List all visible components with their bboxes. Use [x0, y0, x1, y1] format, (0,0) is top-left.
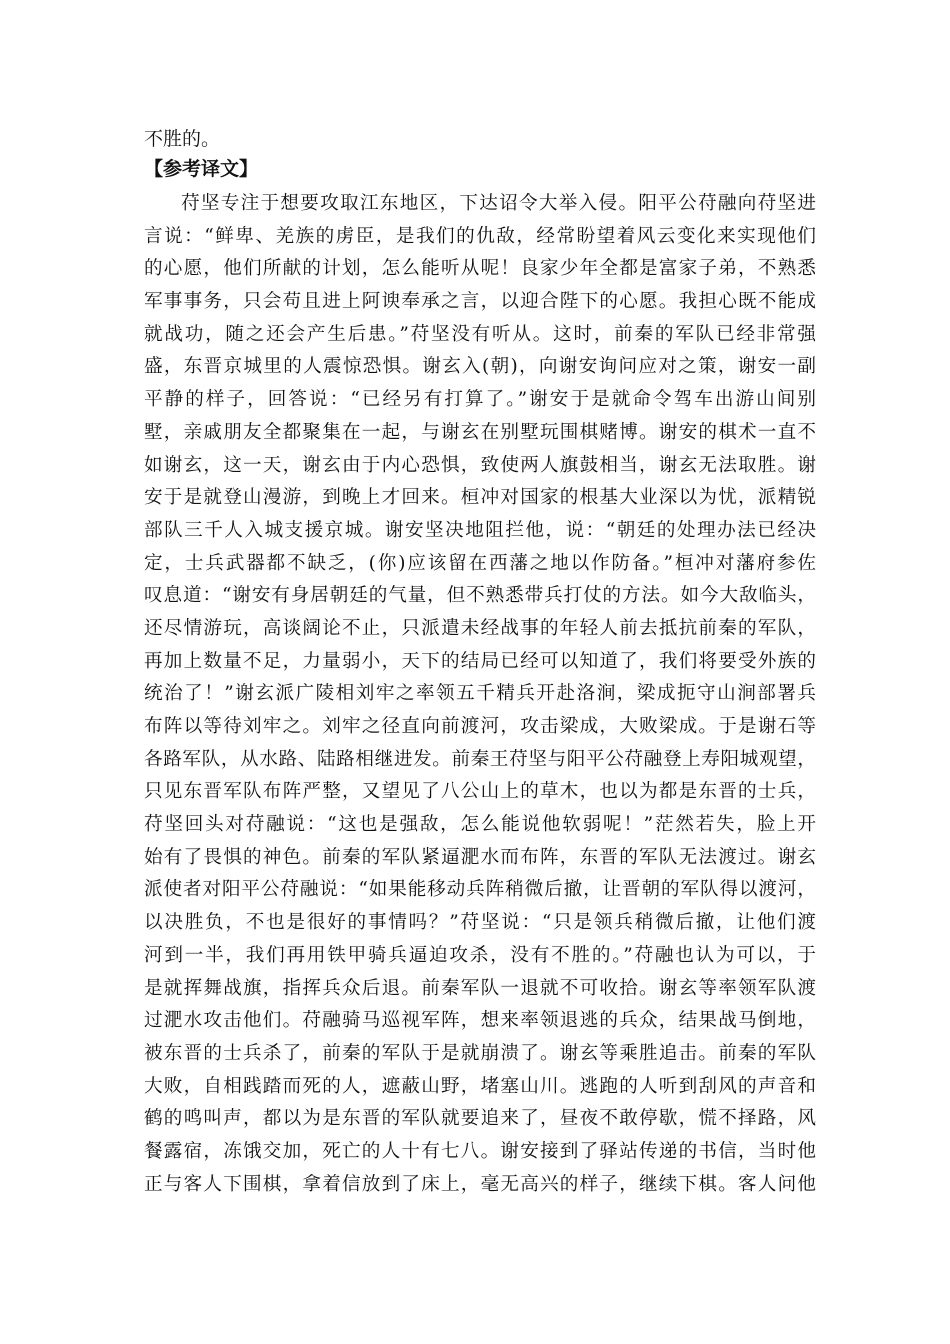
text-line: 餐露宿，冻饿交加，死亡的人十有七八。谢安接到了驿站传递的书信，当时他	[144, 1140, 816, 1162]
lead-text: 不胜的。	[144, 128, 221, 150]
section-heading: 【参考译文】	[144, 158, 259, 180]
text-line: 过淝水攻击他们。苻融骑马巡视军阵，想来率领退逃的兵众，结果战马倒地，	[144, 1010, 816, 1032]
text-line: 如谢玄，这一天，谢玄由于内心恐惧，致使两人旗鼓相当，谢玄无法取胜。谢	[144, 454, 816, 476]
text-line: 只见东晋军队布阵严整，又望见了八公山上的草木，也以为都是东晋的士兵，	[144, 781, 816, 803]
text-line: 被东晋的士兵杀了，前秦的军队于是就崩溃了。谢玄等乘胜追击。前秦的军队	[144, 1042, 816, 1064]
text-line: 统治了！”谢玄派广陵相刘牢之率领五千精兵开赴洛涧，梁成扼守山涧部署兵	[144, 683, 816, 705]
text-line: 盛，东晋京城里的人震惊恐惧。谢玄入(朝)，向谢安询问应对之策，谢安一副	[144, 356, 816, 378]
text-line: 河到一半，我们再用铁甲骑兵逼迫攻杀，没有不胜的。”苻融也认为可以，于	[144, 944, 816, 966]
text-line: 墅，亲戚朋友全都聚集在一起，与谢玄在别墅玩围棋赌博。谢安的棋术一直不	[144, 421, 816, 443]
text-line: 鹤的鸣叫声，都以为是东晋的军队就要追来了，昼夜不敢停歇，慌不择路，风	[144, 1108, 816, 1130]
translation-body	[144, 188, 816, 1201]
document-content	[144, 124, 816, 1201]
text-line: 正与客人下围棋，拿着信放到了床上，毫无高兴的样子，继续下棋。客人问他	[144, 1173, 816, 1195]
text-line: 以决胜负，不也是很好的事情吗？”苻坚说：“只是领兵稍微后撤，让他们渡	[144, 912, 816, 934]
text-line: 布阵以等待刘牢之。刘牢之径直向前渡河，攻击梁成，大败梁成。于是谢石等	[144, 716, 816, 737]
text-line: 安于是就登山漫游，到晚上才回来。桓冲对国家的根基大业深以为忧，派精锐	[144, 487, 816, 509]
text-line: 的心愿，他们所献的计划，怎么能听从呢！良家少年全都是富家子弟，不熟悉	[144, 258, 816, 280]
text-line: 再加上数量不足，力量弱小，天下的结局已经可以知道了，我们将要受外族的	[144, 650, 816, 672]
text-line: 军事事务，只会苟且进上阿谀奉承之言，以迎合陛下的心愿。我担心既不能成	[144, 291, 816, 313]
text-line: 大败，自相践踏而死的人，遮蔽山野，堵塞山川。逃跑的人听到刮风的声音和	[144, 1075, 816, 1097]
text-line: 平静的样子，回答说：“已经另有打算了。”谢安于是就命令驾车出游山间别	[144, 389, 816, 411]
text-line: 部队三千人入城支援京城。谢安坚决地阻拦他，说：“朝廷的处理办法已经决	[144, 519, 816, 541]
text-line: 各路军队，从水路、陆路相继进发。前秦王苻坚与阳平公苻融登上寿阳城观望，	[144, 748, 816, 770]
text-line: 定，士兵武器都不缺乏，(你)应该留在西藩之地以作防备。”桓冲对藩府参佐	[144, 552, 816, 574]
text-line: 就战功，随之还会产生后患。”苻坚没有听从。这时，前秦的军队已经非常强	[144, 323, 816, 345]
text-line: 苻坚回头对苻融说：“这也是强敌，怎么能说他软弱呢！”茫然若失，脸上开	[144, 814, 816, 836]
text-line: 苻坚专注于想要攻取江东地区，下达诏令大举入侵。阳平公苻融向苻坚进	[181, 193, 816, 214]
text-line: 叹息道：“谢安有身居朝廷的气量，但不熟悉带兵打仗的方法。如今大敌临头，	[144, 585, 816, 607]
text-line: 是就挥舞战旗，指挥兵众后退。前秦军队一退就不可收拾。谢玄等率领军队渡	[144, 977, 816, 999]
text-line: 还尽情游玩，高谈阔论不止，只派遣未经战事的年轻人前去抵抗前秦的军队，	[144, 617, 816, 639]
text-line: 始有了畏惧的神色。前秦的军队紧逼淝水而布阵，东晋的军队无法渡过。谢玄	[144, 846, 816, 868]
text-line: 派使者对阳平公苻融说：“如果能移动兵阵稍微后撤，让晋朝的军队得以渡河，	[144, 879, 816, 901]
text-line: 言说：“鲜卑、羌族的虏臣，是我们的仇敌，经常盼望着风云变化来实现他们	[144, 225, 816, 247]
